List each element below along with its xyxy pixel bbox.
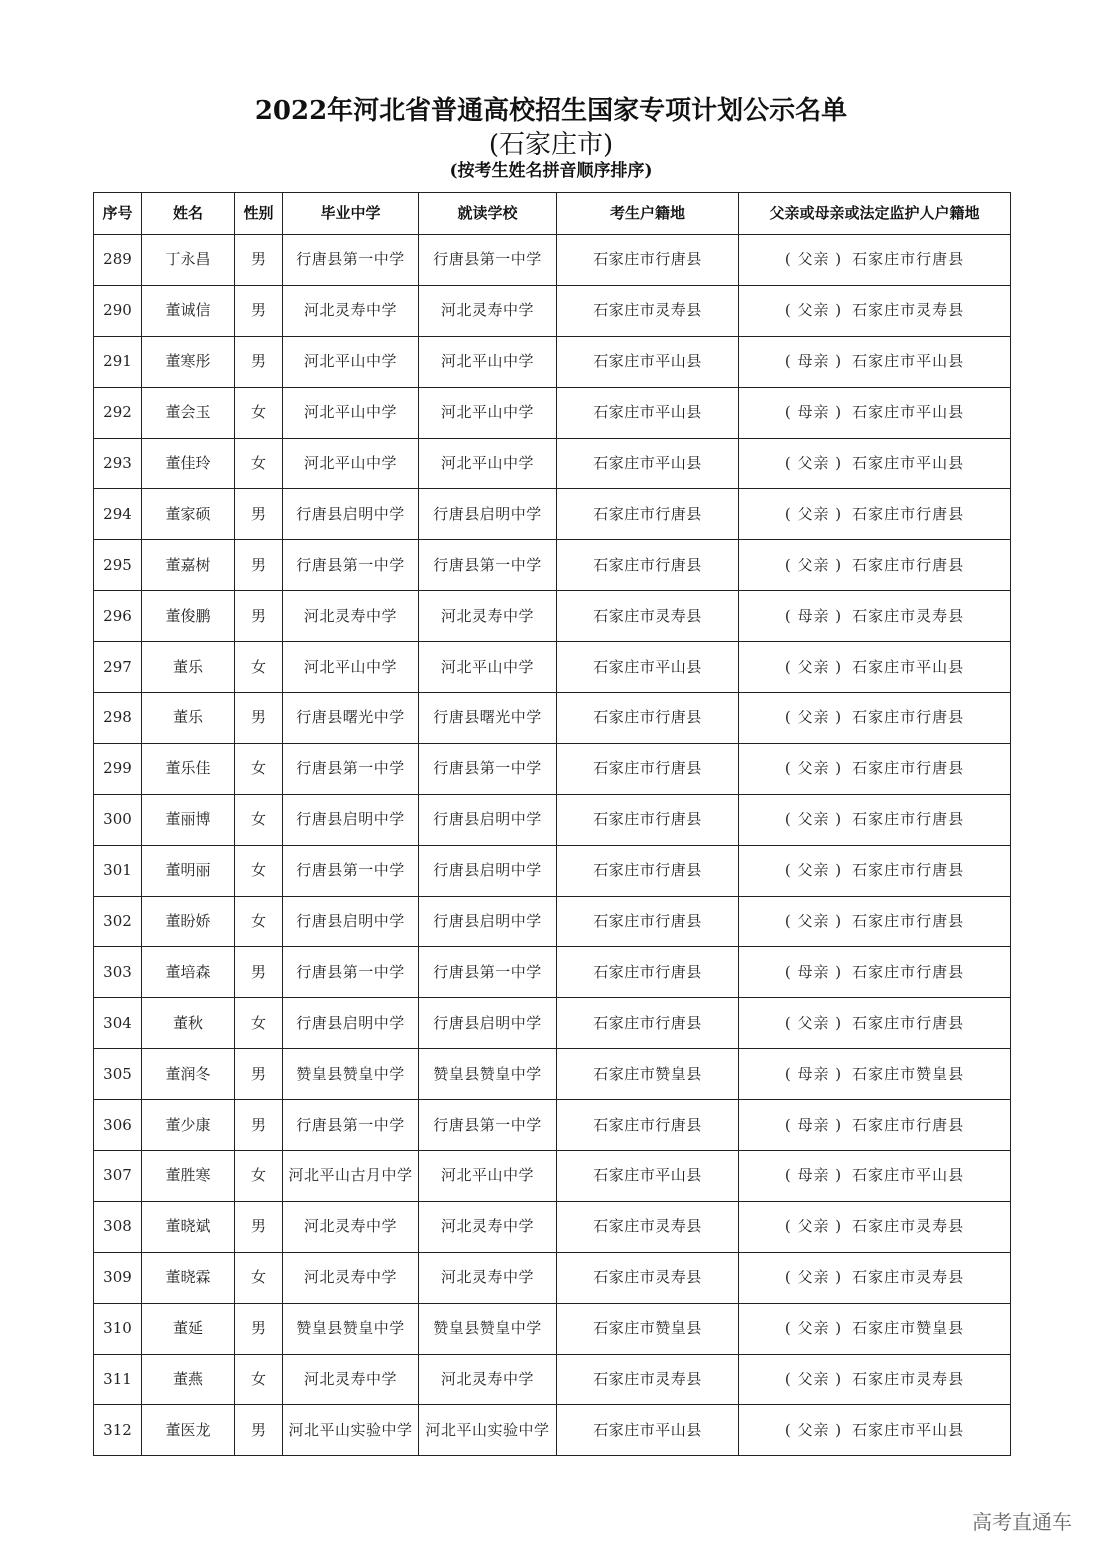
parent-relation: ( 父亲 )	[784, 1319, 843, 1338]
cell-name: 董俊鹏	[142, 591, 235, 642]
cell-hukou: 石家庄市赞皇县	[557, 1303, 739, 1354]
parent-hukou: 石家庄市行唐县	[852, 1013, 965, 1032]
cell-no: 293	[94, 438, 142, 489]
parent-hukou: 石家庄市平山县	[852, 403, 965, 422]
cell-sex: 男	[235, 947, 283, 998]
cell-hukou: 石家庄市行唐县	[557, 947, 739, 998]
parent-relation: ( 父亲 )	[784, 708, 843, 727]
table-row	[94, 794, 1011, 845]
cell-grad-school: 行唐县第一中学	[283, 947, 419, 998]
cell-name: 丁永昌	[142, 235, 235, 286]
table-row	[94, 387, 1011, 438]
cell-current-school: 行唐县第一中学	[419, 235, 557, 286]
cell-parent-hukou	[739, 489, 1011, 540]
cell-parent-hukou	[739, 235, 1011, 286]
table-row	[94, 947, 1011, 998]
cell-parent-hukou	[739, 1252, 1011, 1303]
cell-current-school: 河北灵寿中学	[419, 591, 557, 642]
cell-no: 303	[94, 947, 142, 998]
cell-grad-school: 行唐县第一中学	[283, 540, 419, 591]
cell-no: 310	[94, 1303, 142, 1354]
cell-grad-school: 行唐县曙光中学	[283, 693, 419, 744]
cell-hukou: 石家庄市行唐县	[557, 794, 739, 845]
cell-parent-hukou	[739, 1303, 1011, 1354]
cell-parent-hukou	[739, 438, 1011, 489]
cell-current-school: 行唐县启明中学	[419, 998, 557, 1049]
cell-no: 290	[94, 285, 142, 336]
table-header-row	[94, 193, 1011, 235]
cell-no: 297	[94, 642, 142, 693]
cell-current-school: 河北平山实验中学	[419, 1405, 557, 1456]
cell-current-school: 行唐县第一中学	[419, 1100, 557, 1151]
table-row	[94, 1354, 1011, 1405]
parent-hukou: 石家庄市行唐县	[852, 912, 965, 931]
cell-current-school: 河北平山中学	[419, 642, 557, 693]
cell-sex: 女	[235, 794, 283, 845]
cell-grad-school: 河北灵寿中学	[283, 285, 419, 336]
table-row	[94, 1201, 1011, 1252]
cell-sex: 男	[235, 1201, 283, 1252]
cell-name: 董胜寒	[142, 1151, 235, 1202]
cell-hukou: 石家庄市行唐县	[557, 693, 739, 744]
cell-grad-school: 行唐县启明中学	[283, 489, 419, 540]
parent-relation: ( 父亲 )	[784, 1268, 843, 1287]
table-row	[94, 285, 1011, 336]
cell-hukou: 石家庄市行唐县	[557, 235, 739, 286]
cell-grad-school: 河北平山古月中学	[283, 1151, 419, 1202]
cell-parent-hukou	[739, 1354, 1011, 1405]
cell-hukou: 石家庄市行唐县	[557, 845, 739, 896]
parent-relation: ( 父亲 )	[784, 250, 843, 269]
cell-sex: 女	[235, 998, 283, 1049]
parent-relation: ( 父亲 )	[784, 810, 843, 829]
cell-parent-hukou	[739, 743, 1011, 794]
cell-no: 301	[94, 845, 142, 896]
cell-current-school: 河北灵寿中学	[419, 1252, 557, 1303]
cell-name: 董嘉树	[142, 540, 235, 591]
cell-grad-school: 行唐县启明中学	[283, 896, 419, 947]
table-row	[94, 438, 1011, 489]
parent-relation: ( 母亲 )	[784, 1166, 843, 1185]
cell-grad-school: 河北灵寿中学	[283, 1201, 419, 1252]
cell-no: 306	[94, 1100, 142, 1151]
col-header-no: 序号	[94, 193, 142, 235]
parent-hukou: 石家庄市灵寿县	[852, 301, 965, 320]
parent-relation: ( 母亲 )	[784, 403, 843, 422]
cell-current-school: 行唐县第一中学	[419, 947, 557, 998]
document-subtitle-city: (石家庄市)	[488, 130, 614, 160]
parent-hukou: 石家庄市灵寿县	[852, 1217, 965, 1236]
table-row	[94, 1049, 1011, 1100]
cell-sex: 男	[235, 336, 283, 387]
cell-name: 董少康	[142, 1100, 235, 1151]
cell-sex: 男	[235, 489, 283, 540]
cell-sex: 男	[235, 693, 283, 744]
parent-hukou: 石家庄市行唐县	[852, 861, 965, 880]
cell-current-school: 行唐县启明中学	[419, 896, 557, 947]
cell-name: 董乐佳	[142, 743, 235, 794]
cell-parent-hukou	[739, 387, 1011, 438]
parent-hukou: 石家庄市行唐县	[852, 1115, 965, 1134]
parent-relation: ( 父亲 )	[784, 504, 843, 523]
cell-sex: 女	[235, 845, 283, 896]
document-title: 2022年河北省普通高校招生国家专项计划公示名单	[254, 96, 848, 126]
cell-no: 294	[94, 489, 142, 540]
cell-current-school: 行唐县第一中学	[419, 540, 557, 591]
cell-current-school: 河北灵寿中学	[419, 285, 557, 336]
parent-relation: ( 母亲 )	[784, 352, 843, 371]
cell-no: 308	[94, 1201, 142, 1252]
col-header-name: 姓名	[142, 193, 235, 235]
col-header-sex: 性别	[235, 193, 283, 235]
cell-hukou: 石家庄市行唐县	[557, 1100, 739, 1151]
cell-grad-school: 河北平山中学	[283, 438, 419, 489]
cell-hukou: 石家庄市灵寿县	[557, 1354, 739, 1405]
cell-grad-school: 行唐县第一中学	[283, 235, 419, 286]
cell-name: 董秋	[142, 998, 235, 1049]
cell-no: 304	[94, 998, 142, 1049]
cell-parent-hukou	[739, 998, 1011, 1049]
watermark: 高考直通车	[972, 1510, 1072, 1534]
cell-grad-school: 赞皇县赞皇中学	[283, 1303, 419, 1354]
cell-name: 董润冬	[142, 1049, 235, 1100]
cell-parent-hukou	[739, 285, 1011, 336]
cell-current-school: 行唐县第一中学	[419, 743, 557, 794]
cell-name: 董晓斌	[142, 1201, 235, 1252]
parent-hukou: 石家庄市平山县	[852, 657, 965, 676]
roster-table	[93, 192, 1011, 1456]
parent-relation: ( 父亲 )	[784, 1420, 843, 1439]
cell-hukou: 石家庄市灵寿县	[557, 285, 739, 336]
cell-parent-hukou	[739, 1049, 1011, 1100]
parent-relation: ( 母亲 )	[784, 962, 843, 981]
cell-hukou: 石家庄市行唐县	[557, 896, 739, 947]
cell-no: 302	[94, 896, 142, 947]
table-row	[94, 489, 1011, 540]
cell-current-school: 河北平山中学	[419, 1151, 557, 1202]
cell-parent-hukou	[739, 693, 1011, 744]
cell-hukou: 石家庄市行唐县	[557, 743, 739, 794]
cell-parent-hukou	[739, 947, 1011, 998]
cell-current-school: 行唐县启明中学	[419, 845, 557, 896]
col-header-hukou: 考生户籍地	[557, 193, 739, 235]
cell-hukou: 石家庄市平山县	[557, 438, 739, 489]
parent-hukou: 石家庄市行唐县	[852, 555, 965, 574]
parent-hukou: 石家庄市行唐县	[852, 504, 965, 523]
table-row	[94, 1151, 1011, 1202]
cell-name: 董燕	[142, 1354, 235, 1405]
cell-sex: 男	[235, 1100, 283, 1151]
parent-relation: ( 父亲 )	[784, 1370, 843, 1389]
cell-current-school: 行唐县曙光中学	[419, 693, 557, 744]
cell-sex: 男	[235, 1303, 283, 1354]
cell-hukou: 石家庄市行唐县	[557, 489, 739, 540]
cell-sex: 男	[235, 235, 283, 286]
cell-hukou: 石家庄市平山县	[557, 642, 739, 693]
cell-hukou: 石家庄市平山县	[557, 387, 739, 438]
cell-no: 298	[94, 693, 142, 744]
cell-grad-school: 行唐县第一中学	[283, 845, 419, 896]
cell-sex: 男	[235, 1405, 283, 1456]
cell-hukou: 石家庄市行唐县	[557, 540, 739, 591]
table-row	[94, 693, 1011, 744]
col-header-current-school: 就读学校	[419, 193, 557, 235]
table-row	[94, 845, 1011, 896]
table-row	[94, 336, 1011, 387]
parent-hukou: 石家庄市平山县	[852, 1166, 965, 1185]
cell-hukou: 石家庄市平山县	[557, 1405, 739, 1456]
cell-sex: 女	[235, 1151, 283, 1202]
table-row	[94, 743, 1011, 794]
cell-parent-hukou	[739, 896, 1011, 947]
cell-grad-school: 河北平山中学	[283, 642, 419, 693]
parent-relation: ( 父亲 )	[784, 301, 843, 320]
parent-hukou: 石家庄市行唐县	[852, 962, 965, 981]
cell-grad-school: 河北平山实验中学	[283, 1405, 419, 1456]
cell-grad-school: 行唐县启明中学	[283, 794, 419, 845]
cell-hukou: 石家庄市灵寿县	[557, 1201, 739, 1252]
cell-parent-hukou	[739, 591, 1011, 642]
parent-relation: ( 母亲 )	[784, 606, 843, 625]
parent-hukou: 石家庄市行唐县	[852, 759, 965, 778]
cell-hukou: 石家庄市平山县	[557, 336, 739, 387]
cell-parent-hukou	[739, 1201, 1011, 1252]
cell-name: 董盼娇	[142, 896, 235, 947]
cell-name: 董诚信	[142, 285, 235, 336]
cell-sex: 女	[235, 387, 283, 438]
cell-parent-hukou	[739, 794, 1011, 845]
cell-sex: 女	[235, 438, 283, 489]
cell-parent-hukou	[739, 336, 1011, 387]
cell-name: 董医龙	[142, 1405, 235, 1456]
cell-no: 312	[94, 1405, 142, 1456]
table-row	[94, 540, 1011, 591]
parent-hukou: 石家庄市行唐县	[852, 810, 965, 829]
cell-hukou: 石家庄市平山县	[557, 1151, 739, 1202]
parent-hukou: 石家庄市行唐县	[852, 708, 965, 727]
cell-name: 董会玉	[142, 387, 235, 438]
cell-current-school: 河北平山中学	[419, 438, 557, 489]
parent-relation: ( 父亲 )	[784, 861, 843, 880]
parent-relation: ( 母亲 )	[784, 1064, 843, 1083]
parent-hukou: 石家庄市赞皇县	[852, 1064, 965, 1083]
cell-sex: 男	[235, 540, 283, 591]
cell-name: 董培森	[142, 947, 235, 998]
table-row	[94, 998, 1011, 1049]
parent-hukou: 石家庄市赞皇县	[852, 1319, 965, 1338]
table-row	[94, 1405, 1011, 1456]
cell-no: 291	[94, 336, 142, 387]
cell-parent-hukou	[739, 1151, 1011, 1202]
cell-grad-school: 行唐县启明中学	[283, 998, 419, 1049]
parent-hukou: 石家庄市平山县	[852, 454, 965, 472]
parent-relation: ( 父亲 )	[784, 1013, 843, 1032]
cell-grad-school: 行唐县第一中学	[283, 743, 419, 794]
cell-no: 300	[94, 794, 142, 845]
parent-relation: ( 父亲 )	[784, 1217, 843, 1236]
cell-name: 董晓霖	[142, 1252, 235, 1303]
parent-relation: ( 父亲 )	[784, 454, 843, 472]
parent-relation: ( 父亲 )	[784, 759, 843, 778]
cell-hukou: 石家庄市行唐县	[557, 998, 739, 1049]
parent-hukou: 石家庄市灵寿县	[852, 606, 965, 625]
parent-relation: ( 母亲 )	[784, 1115, 843, 1134]
parent-hukou: 石家庄市平山县	[852, 1420, 965, 1439]
cell-parent-hukou	[739, 642, 1011, 693]
parent-hukou: 石家庄市灵寿县	[852, 1370, 965, 1389]
cell-parent-hukou	[739, 540, 1011, 591]
cell-current-school: 河北灵寿中学	[419, 1201, 557, 1252]
cell-sex: 男	[235, 285, 283, 336]
cell-grad-school: 河北灵寿中学	[283, 1354, 419, 1405]
table-row	[94, 642, 1011, 693]
cell-sex: 男	[235, 591, 283, 642]
cell-no: 305	[94, 1049, 142, 1100]
cell-current-school: 河北灵寿中学	[419, 1354, 557, 1405]
cell-hukou: 石家庄市灵寿县	[557, 1252, 739, 1303]
cell-current-school: 赞皇县赞皇中学	[419, 1303, 557, 1354]
cell-current-school: 行唐县启明中学	[419, 794, 557, 845]
cell-no: 307	[94, 1151, 142, 1202]
cell-sex: 女	[235, 642, 283, 693]
cell-no: 292	[94, 387, 142, 438]
table-row	[94, 1303, 1011, 1354]
cell-name: 董乐	[142, 642, 235, 693]
cell-no: 296	[94, 591, 142, 642]
cell-parent-hukou	[739, 1405, 1011, 1456]
cell-no: 289	[94, 235, 142, 286]
cell-grad-school: 河北平山中学	[283, 336, 419, 387]
cell-sex: 男	[235, 1049, 283, 1100]
cell-current-school: 河北平山中学	[419, 336, 557, 387]
cell-current-school: 赞皇县赞皇中学	[419, 1049, 557, 1100]
parent-hukou: 石家庄市行唐县	[852, 250, 965, 269]
col-header-grad-school: 毕业中学	[283, 193, 419, 235]
cell-name: 董丽博	[142, 794, 235, 845]
cell-name: 董寒彤	[142, 336, 235, 387]
cell-current-school: 行唐县启明中学	[419, 489, 557, 540]
cell-name: 董明丽	[142, 845, 235, 896]
cell-current-school: 河北平山中学	[419, 387, 557, 438]
cell-grad-school: 河北灵寿中学	[283, 1252, 419, 1303]
cell-no: 299	[94, 743, 142, 794]
cell-no: 309	[94, 1252, 142, 1303]
parent-relation: ( 父亲 )	[784, 912, 843, 931]
parent-relation: ( 父亲 )	[784, 555, 843, 574]
cell-hukou: 石家庄市灵寿县	[557, 591, 739, 642]
cell-sex: 女	[235, 1354, 283, 1405]
cell-name: 董延	[142, 1303, 235, 1354]
cell-sex: 女	[235, 743, 283, 794]
cell-name: 董佳玲	[142, 438, 235, 489]
cell-parent-hukou	[739, 1100, 1011, 1151]
parent-hukou: 石家庄市平山县	[852, 352, 965, 371]
cell-no: 311	[94, 1354, 142, 1405]
table-row	[94, 1252, 1011, 1303]
cell-sex: 女	[235, 1252, 283, 1303]
cell-grad-school: 河北灵寿中学	[283, 591, 419, 642]
table-row	[94, 896, 1011, 947]
parent-relation: ( 父亲 )	[784, 657, 843, 676]
table-row	[94, 235, 1011, 286]
document-subtitle-sort: (按考生姓名拼音顺序排序)	[449, 161, 653, 181]
cell-name: 董家硕	[142, 489, 235, 540]
cell-parent-hukou	[739, 845, 1011, 896]
cell-sex: 女	[235, 896, 283, 947]
cell-name: 董乐	[142, 693, 235, 744]
cell-grad-school: 赞皇县赞皇中学	[283, 1049, 419, 1100]
table-row	[94, 591, 1011, 642]
cell-no: 295	[94, 540, 142, 591]
col-header-parent-hukou: 父亲或母亲或法定监护人户籍地	[739, 193, 1011, 235]
table-row	[94, 1100, 1011, 1151]
cell-grad-school: 河北平山中学	[283, 387, 419, 438]
cell-hukou: 石家庄市赞皇县	[557, 1049, 739, 1100]
cell-grad-school: 行唐县第一中学	[283, 1100, 419, 1151]
parent-hukou: 石家庄市灵寿县	[852, 1268, 965, 1287]
